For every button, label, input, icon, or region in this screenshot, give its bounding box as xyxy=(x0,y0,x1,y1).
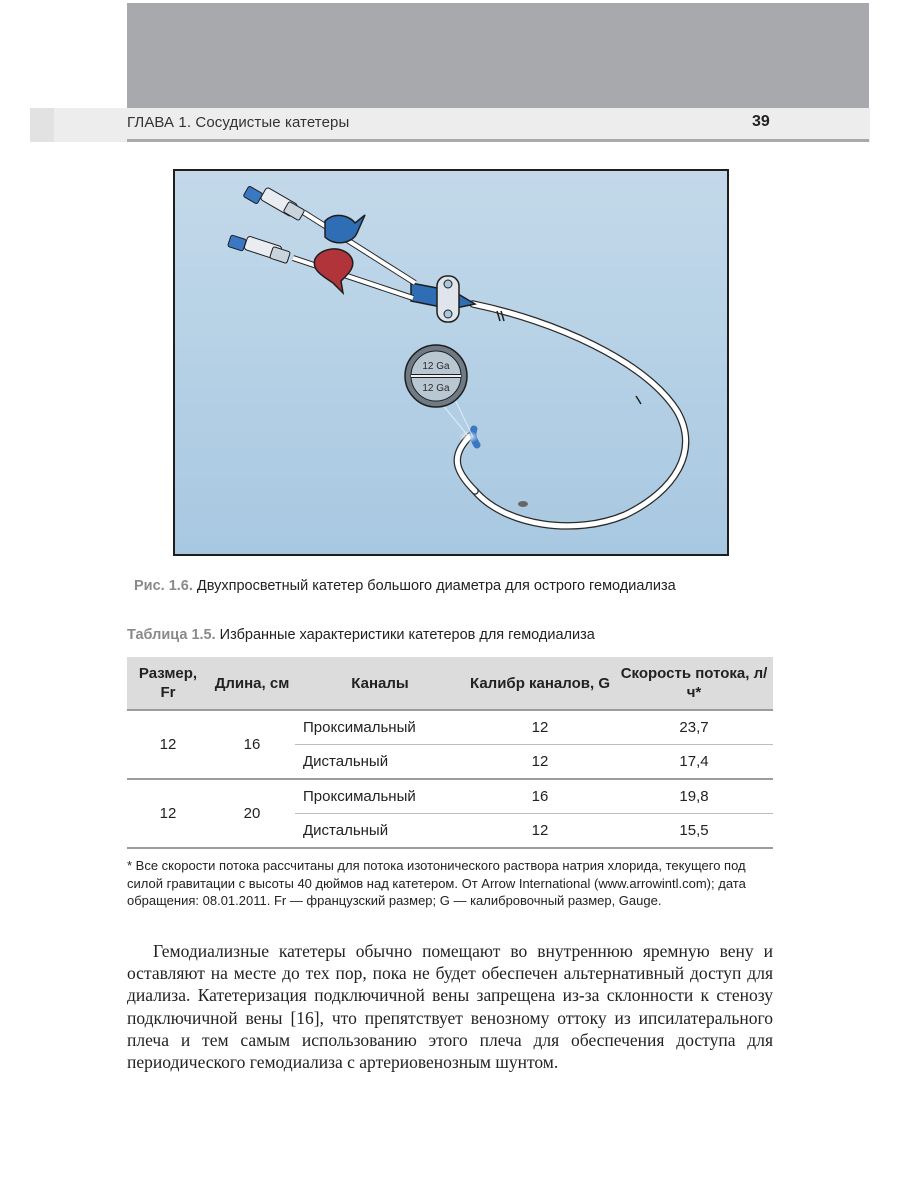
page-number: 39 xyxy=(752,113,770,130)
catheter-illustration xyxy=(175,171,727,554)
header-strip-tab xyxy=(30,108,54,142)
catheter-table xyxy=(127,657,773,849)
header-flow: Скорость потока, л/ч* xyxy=(615,657,773,710)
lumen-cross-section xyxy=(405,345,467,407)
figure-caption xyxy=(134,578,676,594)
table-footnote: * Все скорости потока рассчитаны для потока изотонического раствора натрия хлорида, текущего под силой гравитации с высоты 40 дюймов над катетером. От Arrow International (www.arrowintl.com); дата обращения: 08.01.2011. Fr — французский размер; G — калибровочный размер, Gauge. xyxy=(127,858,746,908)
cell-gauge: 16 xyxy=(465,779,615,814)
upper-luer-connector xyxy=(243,186,305,221)
cell-channel: Проксимальный xyxy=(295,779,465,814)
cell-flow: 15,5 xyxy=(615,814,773,849)
cell-channel: Дистальный xyxy=(295,814,465,849)
suture-wing xyxy=(437,276,459,322)
running-head: ГЛАВА 1. Сосудистые катетеры xyxy=(127,114,350,131)
red-clamp xyxy=(314,249,353,293)
lower-luer-connector xyxy=(228,235,291,264)
header-rule xyxy=(127,139,869,142)
cell-flow: 19,8 xyxy=(615,779,773,814)
cell-gauge: 12 xyxy=(465,814,615,849)
figure-caption-text: Двухпросветный катетер большого диаметра для острого гемодиализа xyxy=(192,578,676,594)
cell-channel: Дистальный xyxy=(295,745,465,780)
table-caption xyxy=(127,627,595,643)
body-paragraph: Гемодиализные катетеры обычно помещают во внутреннюю яремную вену и оставляют на месте до тех пор, пока не будет обеспечен альтернативный доступ для диализа. Катетеризация подключичной вены запрещена из-за склонности к стенозу подключичной вены [16], что препятствует венозному оттоку из ипсилатерального плеча и тем самым использованию этого плеча для обеспечения доступа для периодического гемодиализа с артериовенозным шунтом. xyxy=(127,941,773,1073)
cell-size: 12 xyxy=(127,779,209,848)
cell-length: 20 xyxy=(209,779,295,848)
catheter-figure xyxy=(173,169,729,556)
cell-size: 12 xyxy=(127,710,209,779)
cell-gauge: 12 xyxy=(465,710,615,745)
blue-clamp xyxy=(325,215,365,243)
cell-flow: 17,4 xyxy=(615,745,773,780)
lumen-label-upper: 12 Ga xyxy=(422,361,450,372)
cell-gauge: 12 xyxy=(465,745,615,780)
table-caption-label: Таблица 1.5. xyxy=(127,627,216,643)
header-channels: Каналы xyxy=(295,657,465,710)
figure-caption-label: Рис. 1.6. xyxy=(134,578,193,594)
lumen-label-lower: 12 Ga xyxy=(422,383,450,394)
top-gray-band xyxy=(127,3,869,108)
header-size: Размер, Fr xyxy=(127,657,209,710)
cell-flow: 23,7 xyxy=(615,710,773,745)
table-caption-text: Избранные характеристики катетеров для гемодиализа xyxy=(215,627,595,643)
header-gauge: Калибр каналов, G xyxy=(465,657,615,710)
header-length: Длина, см xyxy=(209,657,295,710)
cell-length: 16 xyxy=(209,710,295,779)
table-row xyxy=(127,710,773,745)
table-row xyxy=(127,779,773,814)
cell-channel: Проксимальный xyxy=(295,710,465,745)
